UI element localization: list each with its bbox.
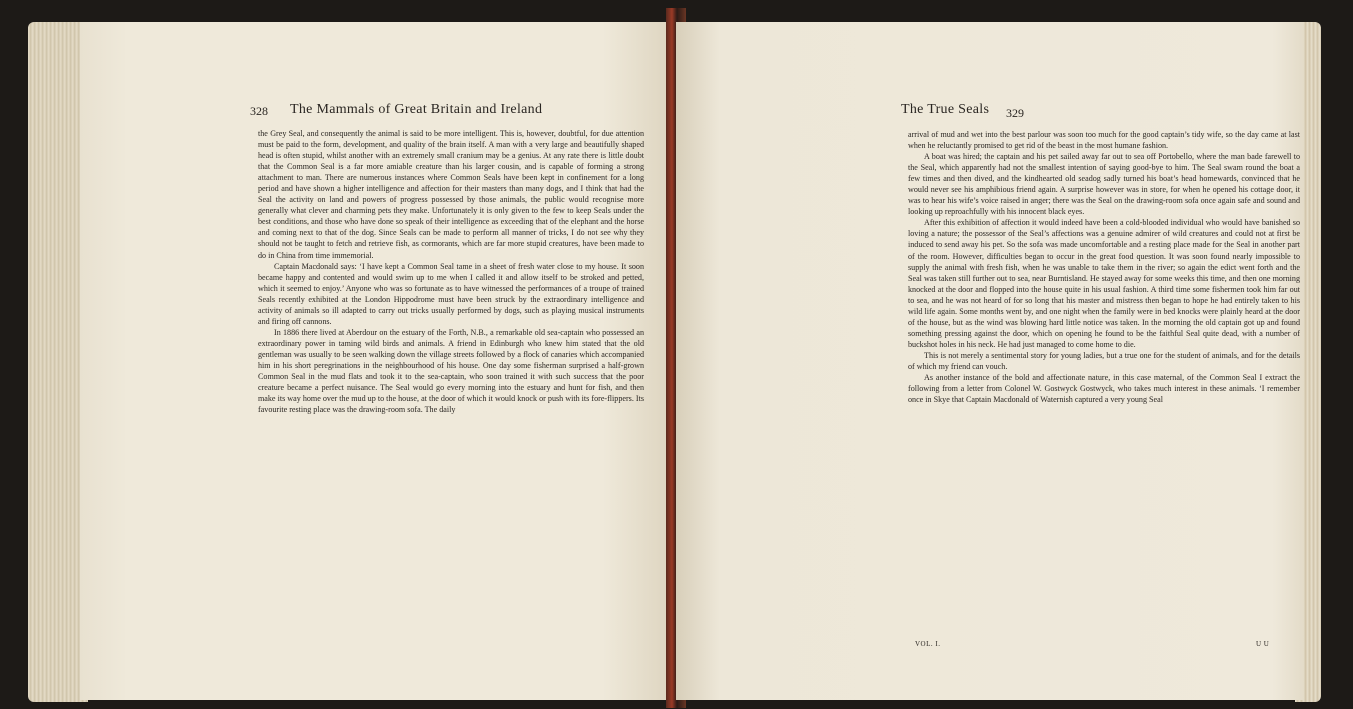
gathering-signature: U U	[1256, 640, 1270, 648]
left-paragraph: Captain Macdonald says: ‘I have kept a Common Seal tame in a sheet of fresh water close to my house. It soon became happy and contented and would swim up to me when I called it and allow itself to be stroked and petted, which it seemed to enjoy.’ Anyone who was so fortunate as to have witnessed the performances of a troupe of trained Seals recently exhibited at the London Hippodrome must have been struck by the extraordinary intelligence and activity of animals so ill adapted to carry out tricks usually performed by dogs, such as playing musical instruments and firing off cannons.	[258, 261, 644, 326]
left-page	[80, 22, 674, 700]
left-page-body	[258, 128, 644, 415]
right-paragraph: After this exhibition of affection it would indeed have been a cold-blooded individual who would have banished so loving a nature; the possessor of the Seal’s affections was a genuine admirer of wild creatures and could not at first be induced to send away his pet. So the sofa was made uncomfortable and a resting place made for the Seal in another part of the room. However, difficulties began to occur in the great food question. It was soon found nearly impossible to supply the animal with fresh fish, when he was unable to take them in the river; so again the edict went forth and the Seal was taken still further out to sea, near Burntisland. He stayed away for some weeks this time, and then one morning knocked at the door and flopped into the house quite in his usual fashion. A third time some fishermen took him far out to sea, and he was not heard of for so long that his master and mistress then began to hope he had entirely taken to his wild life again. Some months went by, and one night when the family were in bed knocks were plainly heard at the door of the house, but as the wind was blowing hard little notice was taken. In the morning the old captain got up and found something pressing against the door, which on opening he found to be the faithful Seal quite dead, with a number of buckshot holes in his neck. He had just managed to come home to die.	[908, 218, 1300, 349]
right-paragraph: arrival of mud and wet into the best parlour was soon too much for the good captain’s tidy wife, so the day came at last when he reluctantly promised to get rid of the beast in the most humane fashion.	[908, 130, 1300, 151]
volume-signature: VOL. I.	[915, 640, 941, 648]
left-page-number: 328	[250, 104, 268, 118]
right-page	[676, 22, 1304, 700]
left-paragraph: the Grey Seal, and consequently the animal is said to be more intelligent. This is, however, doubtful, for due attention must be paid to the form, development, and quality of the brain itself. A man with a very large and beautifully shaped head is often stupid, whilst another with an extremely small cranium may be a genius. At any rate there is little doubt that the Common Seal is a far more amiable creature than his larger cousin, and is capable of forming a strong attachment to man. There are numerous instances where Common Seals have been kept in confinement for a long period and have shown a higher intelligence and affection for their masters than many dogs, and I think that had the Seal the activity on land and powers of progress possessed by those animals, the public would recognise more generally what clever and charming pets they make. Unfortunately it is only given to the few to keep Seals under the best conditions, and those who have done so speak of their intelligence as exceeding that of the elephant and the horse and coming next to that of the dog. Since Seals can be made to perform all manner of tricks, I do not see why they should not be taught to fetch and retrieve fish, as cormorants, which are far more stupid creatures, have been made to do in China from time immemorial.	[258, 129, 644, 260]
right-page-number: 329	[1006, 106, 1024, 120]
right-paragraph: This is not merely a sentimental story for young ladies, but a true one for the student of animals, and for the details of which my friend can vouch.	[908, 350, 1300, 371]
right-running-head: The True Seals	[901, 102, 990, 117]
right-paragraph: A boat was hired; the captain and his pet sailed away far out to sea off Portobello, where the man bade farewell to the Seal, which apparently had not the smallest intention of saying good-bye to him. The Seal swam round the boat a few times and then dived, and the kindhearted old seadog sadly turned his boat’s head homewards, convinced that he would never see his amphibious friend again. A surprise however was in store, for when he opened his cottage door, it was to hear his wife’s voice raised in anger; there was the Seal on the drawing-room sofa once again safe and sound and looking up reproachfully with his innocent black eyes.	[908, 152, 1300, 217]
left-paragraph: In 1886 there lived at Aberdour on the estuary of the Forth, N.B., a remarkable old sea-captain who possessed an extraordinary power in taming wild birds and animals. A friend in Edinburgh who knew him stated that the old gentleman was usually to be seen walking down the village streets followed by a flock of canaries which accompanied him in his short peregrinations in the neighbourhood of his house. One day some fisherman surprised a half-grown Common Seal in the mud flats and took it to the sea-captain, who soon trained it with such success that the poor creature became a perfect nuisance. The Seal would go every morning into the estuary and hunt for fish, and then make its way home over the mud up to the house, at the door of which it would knock or push with its fore-flippers. Its favourite resting place was the drawing-room sofa. The daily	[258, 327, 644, 415]
left-page-edges	[28, 22, 88, 702]
right-page-body	[908, 129, 1300, 405]
left-running-head: The Mammals of Great Britain and Ireland	[290, 102, 543, 117]
right-paragraph: As another instance of the bold and affectionate nature, in this case maternal, of the Common Seal I extract the following from a letter from Colonel W. Gostwyck Gostwyck, who takes much interest in these animals. ‘I remember once in Skye that Captain Macdonald of Waternish captured a very young Seal	[908, 373, 1300, 405]
